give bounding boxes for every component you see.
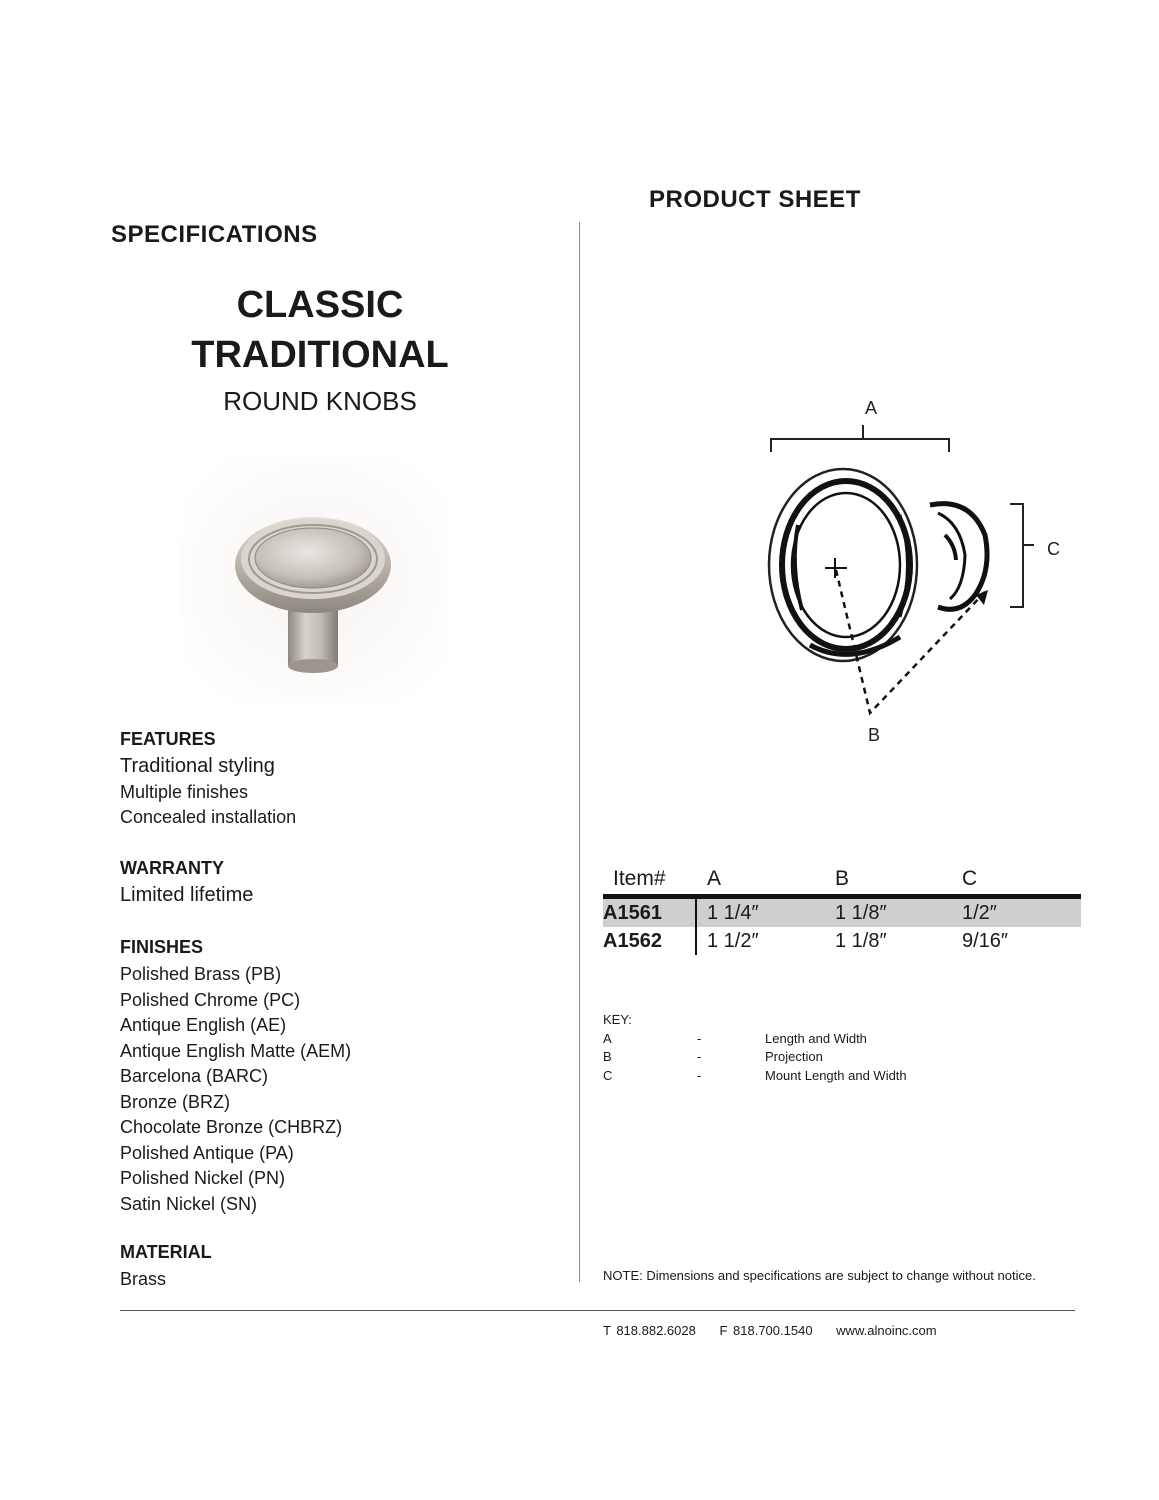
key-dash: - xyxy=(697,1030,702,1046)
product-name-line-3: ROUND KNOBS xyxy=(223,386,417,416)
key-letter: B xyxy=(603,1049,612,1064)
table-header-item: Item# xyxy=(613,867,666,890)
table-cell-a: 1 1/4″ xyxy=(707,902,759,924)
contact-info xyxy=(603,1323,955,1338)
feature-item: Multiple finishes xyxy=(120,781,249,802)
dimensions-table xyxy=(603,866,1081,955)
website-link[interactable]: www.alnoinc.com xyxy=(836,1323,937,1338)
finish-item: Antique English (AE) xyxy=(120,1015,287,1035)
feature-item: Traditional styling xyxy=(120,755,275,777)
finish-item: Satin Nickel (SN) xyxy=(120,1193,258,1214)
table-header-c: C xyxy=(962,867,978,890)
key-row xyxy=(603,1068,1023,1087)
table-header-b: B xyxy=(835,867,850,890)
dimension-diagram xyxy=(760,395,1080,755)
table-cell-item: A1562 xyxy=(603,930,662,952)
table-header-a: A xyxy=(707,867,722,890)
finish-item: Polished Brass (PB) xyxy=(120,964,282,984)
features-heading: FEATURES xyxy=(120,729,216,749)
key-dash: - xyxy=(697,1067,702,1083)
table-row xyxy=(603,899,1081,927)
key-desc: Mount Length and Width xyxy=(765,1067,907,1083)
product-name-line-2: TRADITIONAL xyxy=(191,334,449,376)
finish-item: Polished Chrome (PC) xyxy=(120,989,301,1010)
product-sheet-title: PRODUCT SHEET xyxy=(649,186,861,213)
features-section xyxy=(120,729,296,831)
diagram-label-b: B xyxy=(868,725,881,745)
key-desc: Projection xyxy=(765,1049,823,1064)
finishes-section xyxy=(120,937,351,1217)
diagram-label-c: C xyxy=(1047,539,1060,559)
material-section xyxy=(120,1242,212,1293)
product-name-line-1: CLASSIC xyxy=(236,284,404,326)
warranty-section xyxy=(120,858,253,909)
key-letter: C xyxy=(603,1067,613,1083)
table-cell-b: 1 1/8″ xyxy=(835,902,887,924)
key-dash: - xyxy=(697,1049,702,1064)
finish-item: Barcelona (BARC) xyxy=(120,1066,269,1086)
knob-product-image xyxy=(180,455,450,705)
key-heading xyxy=(603,1012,1023,1031)
key-desc: Length and Width xyxy=(765,1030,867,1046)
material-heading: MATERIAL xyxy=(120,1242,212,1262)
fax-number: F 818.700.1540 xyxy=(719,1323,813,1338)
finish-item: Bronze (BRZ) xyxy=(120,1091,231,1112)
finishes-heading: FINISHES xyxy=(120,937,204,957)
warranty-heading: WARRANTY xyxy=(120,858,224,878)
phone-number: T 818.882.6028 xyxy=(603,1323,696,1338)
column-divider xyxy=(579,222,580,1282)
finish-item: Polished Antique (PA) xyxy=(120,1142,294,1163)
feature-item: Concealed installation xyxy=(120,807,297,827)
table-cell-c: 1/2″ xyxy=(962,902,997,924)
diagram-label-a: A xyxy=(865,398,878,418)
key-row xyxy=(603,1049,1023,1068)
table-cell-c: 9/16″ xyxy=(962,930,1009,952)
key-heading-text: KEY: xyxy=(603,1012,632,1027)
key-letter: A xyxy=(603,1030,612,1046)
table-cell-b: 1 1/8″ xyxy=(835,930,887,952)
warranty-value: Limited lifetime xyxy=(120,884,254,906)
table-cell-a: 1 1/2″ xyxy=(707,930,759,952)
material-value: Brass xyxy=(120,1269,167,1289)
finish-item: Polished Nickel (PN) xyxy=(120,1168,286,1188)
key-row xyxy=(603,1031,1023,1050)
table-cell-item: A1561 xyxy=(603,902,662,924)
disclaimer-note: NOTE: Dimensions and specifications are subject to change without notice. xyxy=(603,1268,1036,1283)
specifications-title: SPECIFICATIONS xyxy=(111,221,318,248)
footer-divider xyxy=(120,1310,1075,1311)
finish-item: Chocolate Bronze (CHBRZ) xyxy=(120,1117,343,1137)
key-legend xyxy=(603,1012,1023,1086)
table-header-row xyxy=(603,866,1081,899)
finish-item: Antique English Matte (AEM) xyxy=(120,1040,352,1061)
table-row xyxy=(603,927,1081,955)
